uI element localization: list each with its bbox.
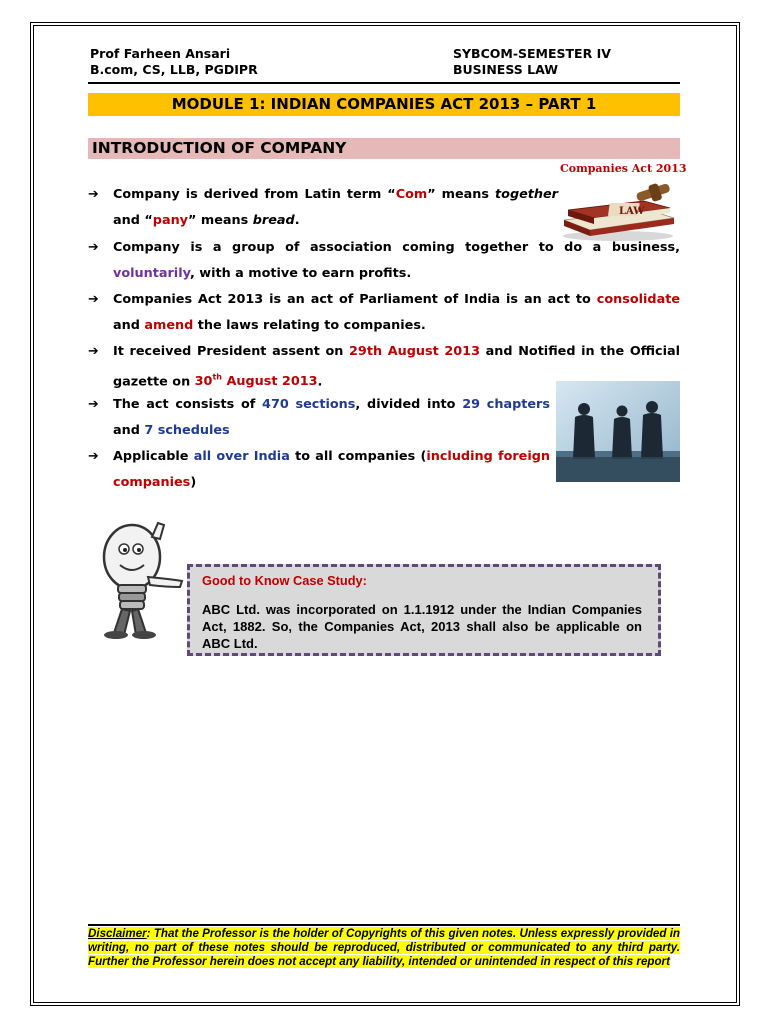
bullet-company-origin: ➔ Company is derived from Latin term “Com” means together and “pany” means bread.: [88, 182, 558, 234]
bullet-act-structure: ➔ The act consists of 470 sections, divided into 29 chapters and 7 schedules: [88, 392, 550, 444]
law-book-image: [558, 180, 679, 242]
footer-divider: [88, 924, 680, 926]
disclaimer-label: Disclaimer: [88, 927, 147, 940]
arrow-icon: ➔: [88, 292, 99, 307]
arrow-icon: ➔: [88, 449, 99, 464]
bullet-act-purpose: ➔ Companies Act 2013 is an act of Parliament of India is an act to consolidate and amend the laws relating to companies.: [88, 287, 680, 339]
module-title: MODULE 1: INDIAN COMPANIES ACT 2013 – PART 1: [88, 93, 680, 116]
business-meeting-image: [556, 381, 680, 482]
case-study-title: Good to Know Case Study:: [202, 573, 367, 588]
header-left: [90, 46, 258, 78]
lightbulb-mascot-icon: [92, 519, 188, 643]
bullet-president-assent: ➔ It received President assent on 29th August 2013 and Notified in the Official gazette on 30th August 2013.: [88, 339, 680, 395]
image-caption: Companies Act 2013: [560, 162, 687, 175]
header-right: [453, 46, 611, 78]
course-name: SYBCOM-SEMESTER IV: [453, 46, 611, 61]
section-title: INTRODUCTION OF COMPANY: [88, 138, 680, 159]
arrow-icon: ➔: [88, 397, 99, 412]
author-qualifications: B.com, CS, LLB, PGDIPR: [90, 62, 258, 77]
case-study-box: [187, 564, 661, 656]
bullet-company-definition: ➔ Company is a group of association coming together to do a business, voluntarily, with a motive to earn profits.: [88, 235, 680, 287]
arrow-icon: ➔: [88, 344, 99, 359]
disclaimer-text: : That the Professor is the holder of Copyrights of this given notes. Unless expressly provided in writing, no part of these notes should be reproduced, distributed or communicated to any third party. Further the Professor herein does not accept any liability, intended or unintended in respect of this report: [88, 927, 680, 968]
author-name: Prof Farheen Ansari: [90, 46, 231, 61]
law-label-text: LAW: [619, 206, 645, 217]
subject-name: BUSINESS LAW: [453, 62, 558, 77]
bullet-applicability: ➔ Applicable all over India to all companies (including foreign companies): [88, 444, 550, 496]
disclaimer: [88, 927, 680, 969]
arrow-icon: ➔: [88, 187, 99, 202]
arrow-icon: ➔: [88, 240, 99, 255]
case-study-body: ABC Ltd. was incorporated on 1.1.1912 under the Indian Companies Act, 1882. So, the Companies Act, 2013 shall also be applicable on ABC Ltd.: [202, 602, 642, 651]
header-divider: [88, 82, 680, 84]
